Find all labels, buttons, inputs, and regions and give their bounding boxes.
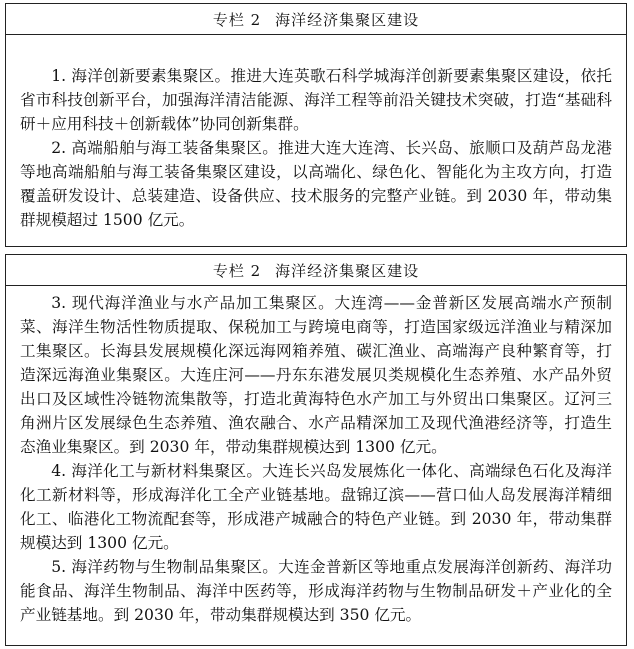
column-title: 海洋经济集聚区建设 (275, 10, 420, 29)
paragraph-biopharma-cluster: 5. 海洋药物与生物制品集聚区。大连金普新区等地重点发展海洋创新药、海洋功能食品、海洋生物制品、海洋中医药等，形成海洋药物与生物制品研发＋产业化的全产业链基地。到 2030 年，带动集群规模达到 350 亿元。 (20, 558, 612, 624)
column-body (20, 64, 612, 232)
column-title-bar (6, 255, 626, 286)
paragraph-shipbuilding-cluster: 2. 高端船舶与海工装备集聚区。推进大连大连湾、长兴岛、旅顺口及葫芦岛龙港等地高端船舶与海工装备集聚区建设，以高端化、绿色化、智能化为主攻方向，打造覆盖研发设计、总装建造、设备供应、技术服务的完整产业链。到 2030 年，带动集群规模超过 1500 亿元。 (20, 139, 612, 229)
column-title: 海洋经济集聚区建设 (275, 261, 420, 280)
column-number: 专栏 2 (212, 10, 262, 29)
paragraph-fishery-cluster: 3. 现代海洋渔业与水产品加工集聚区。大连湾——金普新区发展高端水产预制菜、海洋生物活性物质提取、保税加工与跨境电商等，打造国家级远洋渔业与精深加工集聚区。长海县发展规模化深远海网箱养殖、碳汇渔业、高端海产良种繁育等，打造深远海渔业集聚区。大连庄河——丹东东港发展贝类规模化生态养殖、水产品外贸出口及区域性冷链物流集散等，打造北黄海特色水产加工与外贸出口集聚区。辽河三角洲片区发展绿色生态养殖、渔农融合、水产品精深加工及现代渔港经济等，打造生态渔业集聚区。到 2030 年，带动集群规模达到 1300 亿元。 (20, 294, 612, 456)
column-box-part-2 (5, 254, 627, 646)
column-title-bar (6, 4, 626, 35)
paragraph-chemical-cluster: 4. 海洋化工与新材料集聚区。大连长兴岛发展炼化一体化、高端绿色石化及海洋化工新材料等，形成海洋化工全产业链基地。盘锦辽滨——营口仙人岛发展海洋精细化工、临港化工物流配套等，形成港产城融合的特色产业链。到 2030 年，带动集群规模达到 1300 亿元。 (20, 462, 612, 552)
column-box-part-1 (5, 3, 627, 247)
paragraph-innovation-cluster: 1. 海洋创新要素集聚区。推进大连英歌石科学城海洋创新要素集聚区建设，依托省市科技创新平台，加强海洋清洁能源、海洋工程等前沿关键技术突破，打造“基础科研＋应用科技＋创新载体”协同创新集群。 (20, 67, 612, 133)
column-number: 专栏 2 (212, 261, 262, 280)
column-body (20, 291, 612, 627)
